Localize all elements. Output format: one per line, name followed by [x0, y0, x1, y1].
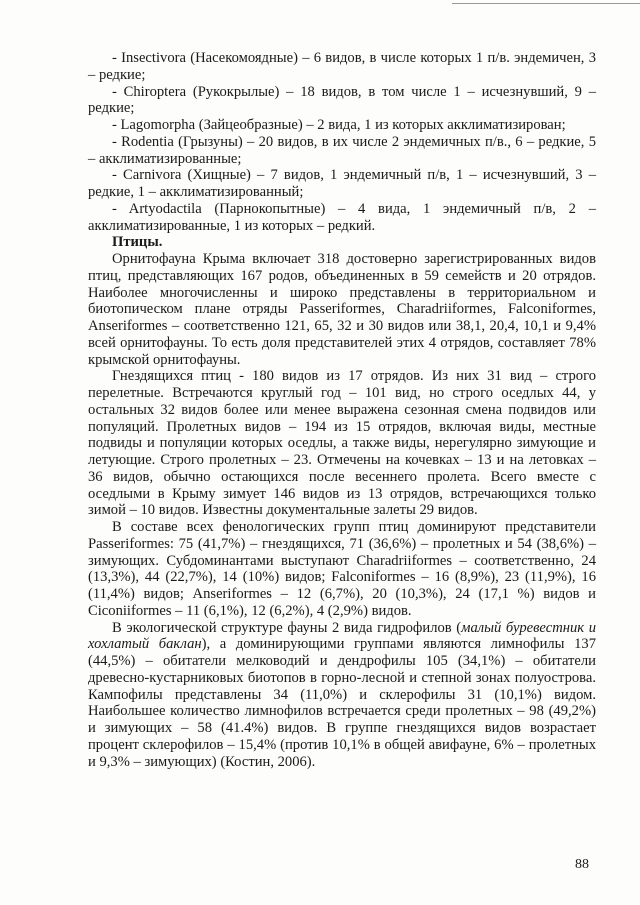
list-item: - Lagomorpha (Зайцеобразные) – 2 вида, 1 из которых акклиматизирован; — [112, 117, 566, 133]
paragraph-avifauna-overview: Орнитофауна Крыма включает 318 достоверно зарегистрированных видов птиц, представляющих 167 родов, объединенных в 59 семейств и 20 отрядов. Наиболее многочисленны и широко представлены в территориальном и биотопическом плане отряды Passeriformes, Charadriiformes, Falconiformes, Anseriformes – соответственно 121, 65, 32 и 30 видов или 38,1, 20,4, 10,1 и 9,4% всей орнитофауны. То есть доля представителей этих 4 отрядов, составляет 78% крымской орнитофауны. — [88, 251, 596, 368]
top-rule — [452, 3, 640, 4]
paragraph-ecological-structure — [88, 620, 596, 771]
paragraph-text: В экологической структуре фауны 2 вида гидрофилов ( — [112, 619, 462, 636]
paragraph-text: ), а доминирующими группами являются лимнофилы 137 (44,5%) – обитатели мелководий и дендрофилы 105 (34,1%) – обитатели древесно-кустарниковых биотопов в горно-лесной и степной зонах полуострова. Кампофилы представлены 34 (11,0%) и склерофилы 31 (10,1%) видом. Наибольшее количество лимнофилов встречается среди пролетных – 98 (49,2%) и зимующих – 58 (41.4%) видов. В группе гнездящихся видов возрастает процент склерофилов – 15,4% (против 10,1% в общей авифауне, 6% – пролетных и 9,3% – зимующих) (Костин, 2006). — [88, 636, 596, 770]
list-item: - Artyodactila (Парнокопытные) – 4 вида, 1 эндемичный п/в, 2 – акклиматизированные, 1 из которых – редкий. — [88, 200, 596, 234]
species-names-italic: малый буревестник и хохлатый баклан — [88, 619, 596, 653]
page-number: 88 — [575, 857, 589, 872]
section-heading-birds: Птицы. — [112, 234, 163, 251]
list-item: - Chiroptera (Рукокрылые) – 18 видов, в том числе 1 – исчезнувший, 9 – редкие; — [88, 83, 596, 117]
page-body — [88, 50, 596, 770]
list-item: - Carnivora (Хищные) – 7 видов, 1 эндемичный п/в, 1 – исчезнувший, 3 – редкие, 1 – акклиматизированный; — [88, 167, 596, 200]
paragraph-nesting-birds: Гнездящихся птиц - 180 видов из 17 отрядов. Из них 31 вид – строго перелетные. Встречаются круглый год – 101 вид, но строго оседлых 44, у остальных 32 видов более или менее выражена сезонная смена подвидов или популяций. Пролетных видов – 194 из 15 отрядов, включая виды, местные подвиды и популяции которых оседлы, а также виды, нерегулярно зимующие и летующие. Строго пролетных – 23. Отмечены на кочевках – 13 и на летовках – 36 видов, обычно остающихся после весеннего пролета. Всего вместе с оседлыми в Крыму зимует 146 видов из 13 отрядов, встречающихся только зимой – 10 видов. Известны документальные залеты 29 видов. — [88, 368, 596, 519]
list-item: - Rodentia (Грызуны) – 20 видов, в их числе 2 эндемичных п/в., 6 – редкие, 5 – акклиматизированные; — [88, 133, 596, 167]
list-item: - Insectivora (Насекомоядные) – 6 видов, в числе которых 1 п/в. эндемичен, 3 – редкие; — [88, 50, 596, 83]
paragraph-phenological-groups: В составе всех фенологических групп птиц доминируют представители Passeriformes: 75 (41,7%) – гнездящихся, 71 (36,6%) – пролетных и 54 (38,6%) – зимующих. Субдоминантами выступают Charadriiformes – соответственно, 24 (13,3%), 44 (22,7%), 14 (10%) видов; Falconiformes – 16 (8,9%), 23 (11,9%), 16 (11,4%) видов; Anseriformes – 12 (6,7%), 20 (10,3%), 24 (17,1 %) видов и Ciconiiformes – 11 (6,1%), 12 (6,2%), 4 (2,9%) видов. — [88, 519, 596, 619]
